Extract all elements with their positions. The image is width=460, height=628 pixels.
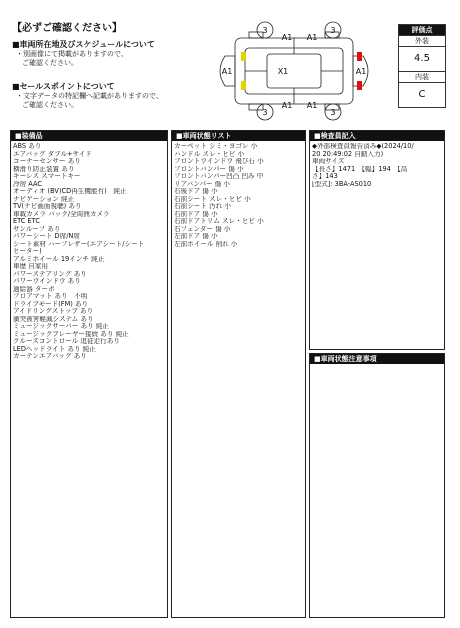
equipment-item: ミュージックプレーヤー接続 あり 純正: [13, 330, 129, 338]
equipment-item: フロアマット あり 不明: [13, 293, 88, 300]
headlight-left: [241, 52, 246, 61]
equipment-item: サンルーフ あり: [13, 225, 61, 233]
equipment-item: オーディオ (BV)CD再生機能有) 純正: [13, 188, 127, 195]
equipment-item: 冷房 AAC: [13, 180, 42, 188]
condition-item: 右後ドア 傷 小: [174, 188, 218, 195]
condition-title: ■車両状態リスト: [172, 131, 305, 141]
equipment-item: 車載カメラ バック/全周囲カメラ: [13, 210, 110, 218]
damage-mark: 3: [330, 26, 336, 35]
taillight-left: [357, 52, 362, 61]
remarks-panel: [309, 353, 445, 618]
notice-section-salespoint: ■セールスポイントについて: [12, 82, 115, 91]
inspector-line: 20 20:49:02 自動入力): [312, 150, 384, 158]
notice-note: ご確認ください。: [22, 101, 78, 109]
car-damage-diagram: [205, 18, 385, 122]
notice-title: 【必ずご確認ください】: [12, 23, 122, 34]
damage-mark: 3: [330, 108, 336, 117]
inspector-line: 車両サイズ: [312, 158, 345, 165]
equipment-item: カーテンエアバッグ あり: [13, 353, 87, 360]
damage-mark: A1: [281, 101, 293, 110]
equipment-item: 衝突被害軽減システム あり: [13, 315, 94, 323]
condition-panel: [171, 130, 306, 618]
headlight-right: [241, 81, 246, 90]
equipment-item: TV(ナビ画面視聴) あり: [13, 203, 82, 210]
equipment-item: アルミホイール 19インチ 純正: [13, 255, 105, 263]
taillight-right: [357, 81, 362, 90]
damage-mark: A1: [221, 67, 233, 76]
inspector-notes: [310, 141, 444, 190]
damage-mark: 3: [262, 108, 268, 117]
equipment-item: 車歴 自家用: [13, 263, 49, 270]
notice-section-schedule: ■車両所在地及びスケジュールについて: [12, 40, 155, 49]
equipment-title: ■装備品: [11, 131, 167, 141]
equipment-item: パワーウインドウ あり: [13, 278, 81, 285]
equipment-item: シート素材 ハーフレザー(エアシート/シート: [13, 240, 145, 248]
condition-item: 左前ホイール 削れ 小: [174, 240, 238, 248]
exterior-label: 外装: [399, 35, 445, 46]
interior-label: 内装: [399, 71, 445, 82]
condition-item: 左前ドア 傷 小: [174, 233, 218, 240]
notice-note: ・文字データの特記欄へ記載がありますので、: [16, 92, 163, 100]
condition-item: 右前シート 汚れ 小: [174, 203, 231, 210]
equipment-item: 横滑り防止装置 あり: [13, 165, 75, 173]
condition-item: カーペット シミ・ヨゴレ 小: [174, 143, 258, 150]
equipment-item: ETC ETC: [13, 218, 40, 225]
damage-mark: A1: [355, 67, 367, 76]
inspector-line: ◆外部検査員報告済み◆(2024/10/: [312, 143, 414, 150]
equipment-list: [11, 141, 167, 363]
equipment-item: アイドリングストップ あり: [13, 308, 94, 315]
equipment-item: コーナーセンサー あり: [13, 158, 81, 165]
inspector-line: さ】143: [312, 173, 338, 180]
equipment-item: ドライブモード(FM) あり: [13, 300, 89, 308]
grade-header: 評価点: [399, 25, 445, 35]
condition-item: フロントバンパー 傷 小: [174, 165, 244, 173]
equipment-panel: [10, 130, 168, 618]
equipment-item: LEDヘッドライト あり 純正: [13, 345, 96, 353]
condition-item: 右前ドア 傷 小: [174, 210, 218, 218]
interior-score: C: [399, 82, 445, 107]
equipment-item: ミュージックサーバー あり 純正: [13, 323, 109, 330]
grade-box: [398, 24, 446, 108]
equipment-item: 過給器 ターボ: [13, 285, 55, 293]
equipment-item: ナビゲーション 純正: [13, 195, 75, 203]
exterior-score: 4.5: [399, 46, 445, 71]
condition-item: リアバンパー 傷 小: [174, 180, 230, 188]
equipment-item: ヒーター): [13, 248, 42, 255]
condition-list: [172, 141, 305, 250]
inspector-panel: [309, 130, 445, 350]
damage-mark: A1: [281, 33, 293, 42]
condition-item: ハンドル スレ・ヒビ 小: [174, 150, 245, 158]
damage-mark: A1: [306, 33, 318, 42]
inspector-line: [型式]: 3BA-AS010: [312, 180, 372, 188]
damage-mark: 3: [262, 26, 268, 35]
equipment-item: キーレス スマートキー: [13, 173, 81, 180]
remarks-title: ■車両状態注意事項: [310, 354, 444, 364]
condition-item: 右前シート スレ・ヒビ 小: [174, 195, 251, 203]
condition-item: 右前ドアトリム スレ・ヒビ 小: [174, 218, 264, 225]
equipment-item: ABS あり: [13, 143, 42, 150]
notice-note: ・別画像にて掲載がありますので、: [16, 50, 128, 58]
equipment-item: エアバッグ ダブル+サイド: [13, 150, 92, 158]
inspector-title: ■検査員記入: [310, 131, 444, 141]
notice-note: ご確認ください。: [22, 59, 78, 67]
condition-item: フロントウインドウ 飛び石 小: [174, 158, 264, 165]
notice-block: [12, 24, 202, 110]
equipment-item: パワーシート D席/N席: [13, 233, 80, 240]
inspector-line: 【長さ】1471 【幅】194 【高: [312, 165, 408, 173]
equipment-item: パワーステアリング あり: [13, 270, 87, 278]
condition-item: フロントバンパー凹凸 凹み 中: [174, 173, 264, 180]
condition-item: 右フェンダー 傷 小: [174, 225, 231, 233]
equipment-item: クルーズコントロール 追従走行あり: [13, 338, 120, 345]
damage-mark: X1: [277, 67, 289, 76]
damage-mark: A1: [306, 101, 318, 110]
